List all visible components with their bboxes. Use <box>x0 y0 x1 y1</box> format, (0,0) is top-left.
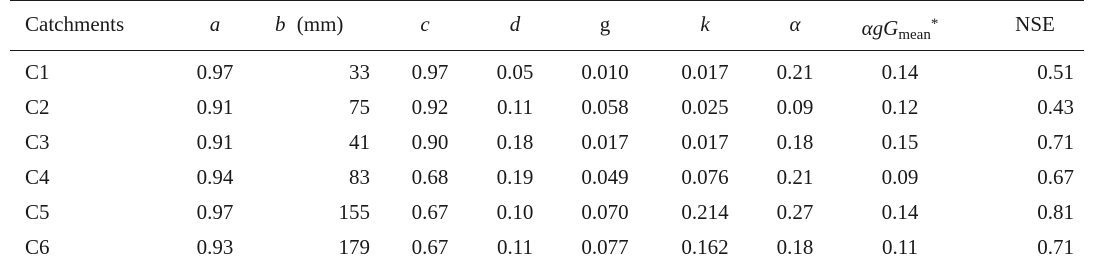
cell-d: 0.11 <box>497 235 533 259</box>
header-aggmean <box>830 10 970 49</box>
cell-catchment: C1 <box>25 60 50 84</box>
cell-aggmean: 0.12 <box>881 95 919 119</box>
cell-k: 0.017 <box>681 130 729 154</box>
cell-alpha: 0.21 <box>776 165 814 189</box>
header-aggmean-sup: * <box>930 16 939 32</box>
cell-b: 33 <box>349 60 370 84</box>
cell-d: 0.10 <box>496 200 534 224</box>
header-nse: NSE <box>1015 12 1055 36</box>
cell-aggmean: 0.14 <box>881 60 919 84</box>
cell-g: 0.010 <box>581 60 629 84</box>
cell-aggmean: 0.14 <box>881 200 919 224</box>
cell-alpha: 0.18 <box>776 130 814 154</box>
cell-a: 0.97 <box>196 60 234 84</box>
cell-b: 41 <box>349 130 370 154</box>
cell-nse: 0.71 <box>1037 130 1074 154</box>
header-a: a <box>209 12 221 36</box>
cell-g: 0.070 <box>581 200 629 224</box>
cell-g: 0.077 <box>581 235 629 259</box>
header-g: g <box>599 12 611 36</box>
cell-catchment: C5 <box>25 200 50 224</box>
cell-catchment: C2 <box>25 95 50 119</box>
cell-d: 0.19 <box>496 165 534 189</box>
cell-c: 0.67 <box>411 200 449 224</box>
cell-c: 0.67 <box>411 235 449 259</box>
cell-nse: 0.81 <box>1037 200 1074 224</box>
header-k: k <box>700 12 710 36</box>
cell-d: 0.05 <box>496 60 534 84</box>
header-d: d <box>509 12 521 36</box>
cell-d: 0.11 <box>497 95 533 119</box>
cell-g: 0.049 <box>581 165 629 189</box>
cell-a: 0.93 <box>196 235 234 259</box>
cell-k: 0.025 <box>681 95 729 119</box>
cell-alpha: 0.21 <box>776 60 814 84</box>
cell-b: 179 <box>338 235 370 259</box>
table-top-rule <box>10 0 1084 1</box>
cell-aggmean: 0.09 <box>881 165 919 189</box>
cell-nse: 0.43 <box>1037 95 1074 119</box>
cell-catchment: C3 <box>25 130 50 154</box>
cell-nse: 0.71 <box>1037 235 1074 259</box>
header-aggmean-prefix: αgG <box>861 16 899 40</box>
header-b <box>275 10 375 38</box>
header-b-symbol: b <box>275 12 286 36</box>
cell-aggmean: 0.11 <box>882 235 918 259</box>
cell-a: 0.94 <box>196 165 234 189</box>
cell-b: 75 <box>349 95 370 119</box>
header-aggmean-sub: mean <box>898 27 931 43</box>
cell-alpha: 0.09 <box>776 95 814 119</box>
table-header-rule <box>10 50 1084 51</box>
cell-a: 0.97 <box>196 200 234 224</box>
cell-nse: 0.67 <box>1037 165 1074 189</box>
cell-g: 0.058 <box>581 95 629 119</box>
cell-nse: 0.51 <box>1037 60 1074 84</box>
cell-k: 0.162 <box>681 235 729 259</box>
header-alpha: α <box>789 12 801 36</box>
cell-k: 0.214 <box>681 200 729 224</box>
cell-aggmean: 0.15 <box>881 130 919 154</box>
cell-catchment: C6 <box>25 235 50 259</box>
cell-k: 0.017 <box>681 60 729 84</box>
cell-c: 0.97 <box>411 60 449 84</box>
cell-g: 0.017 <box>581 130 629 154</box>
cell-alpha: 0.27 <box>776 200 814 224</box>
cell-a: 0.91 <box>196 95 234 119</box>
cell-c: 0.92 <box>411 95 449 119</box>
header-c: c <box>420 12 430 36</box>
cell-catchment: C4 <box>25 165 50 189</box>
cell-b: 83 <box>349 165 370 189</box>
cell-k: 0.076 <box>681 165 729 189</box>
header-b-unit: (mm) <box>296 12 344 36</box>
cell-alpha: 0.18 <box>776 235 814 259</box>
cell-c: 0.68 <box>411 165 449 189</box>
cell-b: 155 <box>338 200 370 224</box>
cell-a: 0.91 <box>196 130 234 154</box>
header-catchments: Catchments <box>25 12 125 36</box>
cell-d: 0.18 <box>496 130 534 154</box>
cell-c: 0.90 <box>411 130 449 154</box>
